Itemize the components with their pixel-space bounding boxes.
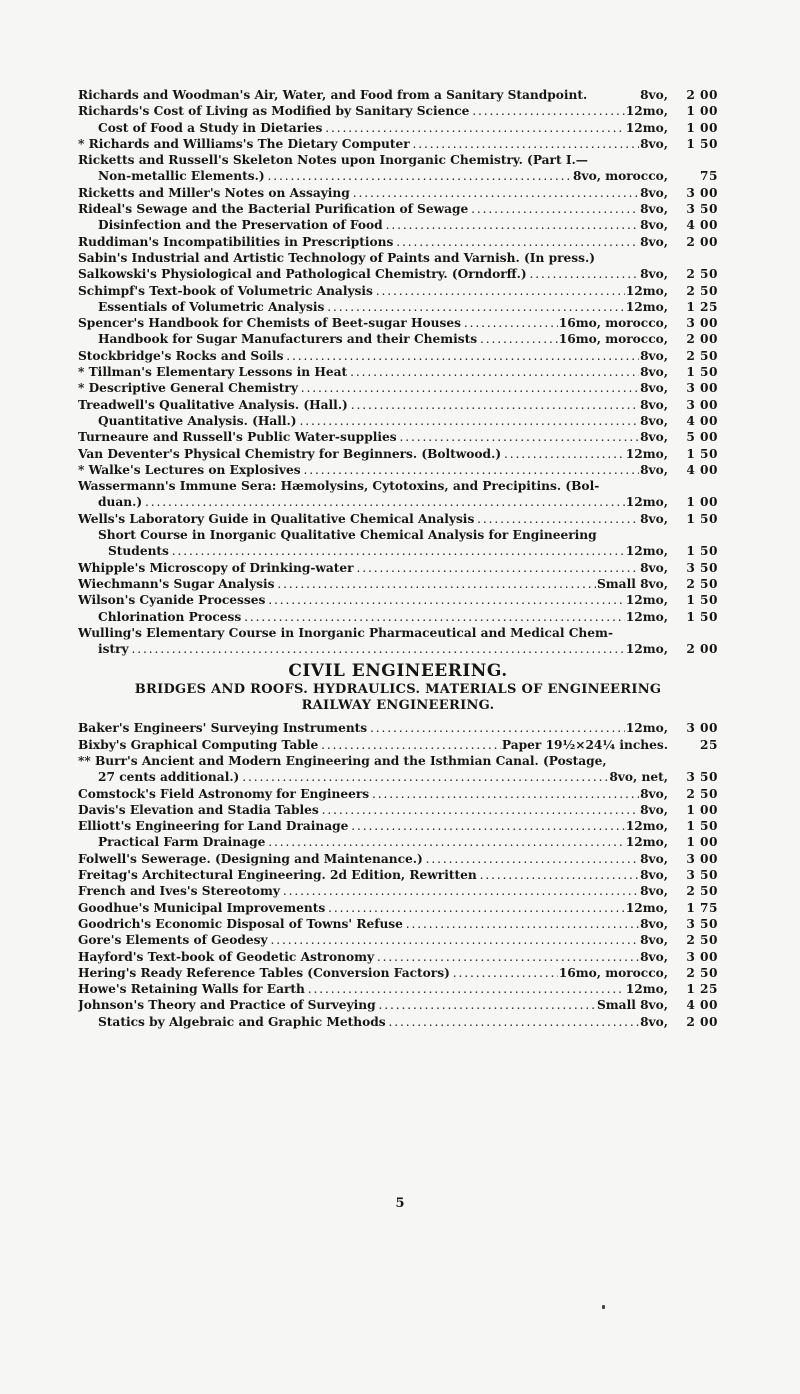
entry-format: 8vo,	[640, 868, 668, 883]
entry-title-with-leader	[78, 786, 639, 802]
entry-format: 12mo,	[625, 283, 668, 298]
entry-format: 8vo,	[640, 916, 668, 931]
entry-title-with-leader	[78, 625, 667, 641]
entry-price: 1 75	[686, 900, 718, 915]
entry-price: 1 00	[686, 104, 718, 119]
entry-title: Hering's Ready Reference Tables (Conversion Factors)	[78, 965, 450, 980]
catalog-entry	[78, 576, 718, 592]
entry-title-with-leader	[78, 136, 639, 152]
entry-price: 25	[700, 737, 718, 752]
entry-title-with-leader	[78, 609, 625, 625]
catalog-entry	[78, 900, 718, 916]
catalog-entry	[78, 120, 718, 136]
entry-title: Ruddiman's Incompatibilities in Prescriptions	[78, 234, 394, 249]
catalog-entry	[78, 802, 718, 818]
entry-price: 5 00	[686, 430, 718, 445]
entry-format: 8vo,	[640, 851, 668, 866]
catalog-entry	[78, 543, 718, 559]
entry-format: 8vo,	[640, 202, 668, 217]
entry-price: 2 00	[686, 642, 718, 657]
catalog-entry	[78, 87, 718, 103]
entry-title: * Descriptive General Chemistry	[78, 381, 298, 396]
entry-title: Folwell's Sewerage. (Designing and Maintenance.)	[78, 851, 423, 866]
entry-format: 8vo,	[640, 381, 668, 396]
entry-price: 1 50	[686, 446, 718, 461]
entry-title-with-leader	[78, 250, 667, 266]
entry-title-with-leader	[78, 851, 639, 867]
entry-title: Statics by Algebraic and Graphic Methods	[98, 1014, 386, 1029]
catalog-entry	[78, 217, 718, 233]
stray-mark	[602, 1305, 605, 1309]
entry-price: 1 00	[686, 495, 718, 510]
entry-title: * Walke's Lectures on Explosives	[78, 462, 301, 477]
entry-title: Wulling's Elementary Course in Inorganic Pharmaceutical and Medical Chem-	[78, 625, 614, 640]
entry-format: 12mo,	[625, 900, 668, 915]
entry-title: Goodhue's Municipal Improvements	[78, 900, 326, 915]
catalog-entry	[78, 641, 718, 657]
catalog-entry	[78, 185, 718, 201]
entry-title: * Tillman's Elementary Lessons in Heat	[78, 365, 348, 380]
entry-format: 12mo,	[625, 721, 668, 736]
entry-title: Chlorination Process	[98, 609, 242, 624]
entry-price: 2 00	[686, 1014, 718, 1029]
entry-title: Non-metallic Elements.)	[98, 169, 265, 184]
entry-title: Richards's Cost of Living as Modified by Sanitary Science	[78, 104, 470, 119]
entry-price: 4 00	[686, 413, 718, 428]
entry-format: 8vo,	[640, 786, 668, 801]
entry-title-with-leader	[78, 802, 639, 818]
chemistry-entries-list	[78, 87, 718, 657]
entry-format: 12mo,	[625, 593, 668, 608]
catalog-entry	[78, 234, 718, 250]
entry-title-with-leader	[78, 560, 639, 576]
catalog-entry	[78, 981, 718, 997]
entry-title-with-leader	[78, 103, 625, 119]
entry-price: 2 50	[686, 348, 718, 363]
entry-title-with-leader	[78, 185, 639, 201]
catalog-entry	[78, 266, 718, 282]
entry-title-with-leader	[78, 429, 639, 445]
entry-format: 12mo,	[625, 104, 668, 119]
entry-price: 3 00	[686, 721, 718, 736]
entry-format: 16mo, morocco,	[558, 332, 668, 347]
entry-title-with-leader	[78, 331, 558, 347]
entry-format: 8vo,	[640, 348, 668, 363]
catalog-entry	[78, 348, 718, 364]
entry-format: 12mo,	[625, 446, 668, 461]
entry-title: Spencer's Handbook for Chemists of Beet-sugar Houses	[78, 316, 462, 331]
catalog-entry	[78, 769, 718, 785]
entry-title: Ricketts and Russell's Skeleton Notes upon Inorganic Chemistry. (Part I.—	[78, 153, 588, 168]
entry-format: 8vo,	[640, 511, 668, 526]
entry-title: Rideal's Sewage and the Bacterial Purification of Sewage	[78, 202, 469, 217]
entry-title: Baker's Engineers' Surveying Instruments	[78, 721, 368, 736]
entry-title-with-leader	[78, 168, 572, 184]
catalog-entry	[78, 380, 718, 396]
entry-title-with-leader	[78, 932, 639, 948]
entry-price: 2 50	[686, 965, 718, 980]
entry-title-with-leader	[78, 266, 639, 282]
entry-price: 3 50	[686, 770, 718, 785]
entry-title-with-leader	[78, 283, 625, 299]
entry-title-with-leader	[78, 900, 625, 916]
catalog-entry	[78, 965, 718, 981]
entry-title-with-leader	[78, 315, 558, 331]
entry-title: * Richards and Williams's The Dietary Computer	[78, 136, 410, 151]
entry-title-with-leader	[78, 87, 639, 103]
entry-title: Wassermann's Immune Sera: Hæmolysins, Cytotoxins, and Precipitins. (Bol-	[78, 479, 600, 494]
entry-title-with-leader	[78, 478, 667, 494]
entry-format: 8vo,	[640, 933, 668, 948]
entry-format: 12mo,	[625, 642, 668, 657]
section-subtitle-line1: BRIDGES AND ROOFS. HYDRAULICS. MATERIALS OF ENGINEERING	[134, 682, 662, 698]
catalog-entry	[78, 201, 718, 217]
entry-title: Essentials of Volumetric Analysis	[98, 299, 325, 314]
entry-title-with-leader	[78, 769, 608, 785]
entry-price: 1 50	[686, 544, 718, 559]
catalog-entry	[78, 737, 718, 753]
entry-title-with-leader	[78, 299, 625, 315]
entry-format: 12mo,	[625, 299, 668, 314]
entry-title: Practical Farm Drainage	[98, 835, 266, 850]
catalog-entry	[78, 916, 718, 932]
entry-title-with-leader	[78, 543, 625, 559]
catalog-entry	[78, 136, 718, 152]
entry-title-with-leader	[78, 364, 639, 380]
entry-title: Salkowski's Physiological and Pathological Chemistry. (Orndorff.)	[78, 267, 527, 282]
entry-format: 8vo, net,	[609, 770, 668, 785]
catalog-entry	[78, 315, 718, 331]
entry-title-with-leader	[78, 397, 639, 413]
entry-price: 75	[700, 169, 718, 184]
entry-title-with-leader	[78, 511, 639, 527]
entry-title: ** Burr's Ancient and Modern Engineering and the Isthmian Canal. (Postage,	[78, 753, 607, 768]
entry-format: 12mo,	[625, 819, 668, 834]
entry-title: Van Deventer's Physical Chemistry for Beginners. (Boltwood.)	[78, 446, 502, 461]
entry-title: Elliott's Engineering for Land Drainage	[78, 819, 349, 834]
entry-price: 1 50	[686, 136, 718, 151]
entry-title-with-leader	[78, 413, 639, 429]
entry-title-with-leader	[78, 720, 625, 736]
catalog-entry	[78, 786, 718, 802]
catalog-entry	[78, 720, 718, 736]
section-subtitle-line2: RAILWAY ENGINEERING.	[301, 698, 495, 714]
entry-title-with-leader	[78, 867, 639, 883]
catalog-entry	[78, 592, 718, 608]
catalog-entry	[78, 494, 718, 510]
entry-format: 8vo,	[640, 88, 668, 102]
entry-title-with-leader	[78, 965, 558, 981]
entry-title-with-leader	[78, 217, 639, 233]
entry-title: Johnson's Theory and Practice of Surveying	[78, 998, 376, 1013]
entry-format: 8vo,	[640, 218, 668, 233]
entry-title-with-leader	[78, 883, 639, 899]
entry-format: 12mo,	[625, 120, 668, 135]
catalog-entry	[78, 478, 718, 494]
catalog-entry	[78, 413, 718, 429]
catalog-entry	[78, 834, 718, 850]
catalog-entry	[78, 331, 718, 347]
catalog-entry	[78, 609, 718, 625]
entry-title-with-leader	[78, 916, 639, 932]
entry-title: Cost of Food a Study in Dietaries	[98, 120, 323, 135]
entry-title: Disinfection and the Preservation of Food	[98, 218, 383, 233]
entry-price: 1 25	[686, 982, 718, 997]
entry-price: 1 50	[686, 365, 718, 380]
entry-title: Short Course in Inorganic Qualitative Chemical Analysis for Engineering	[98, 528, 597, 543]
entry-price: 3 00	[686, 381, 718, 396]
entry-price: 3 00	[686, 851, 718, 866]
entry-format: 8vo,	[640, 397, 668, 412]
entry-title-with-leader	[78, 446, 625, 462]
entry-price: 2 50	[686, 576, 718, 591]
catalog-entry	[78, 429, 718, 445]
entry-format: Paper 19½×24¼ inches.	[501, 737, 668, 752]
catalog-entry	[78, 283, 718, 299]
entry-price: 2 00	[686, 88, 718, 102]
entry-title-with-leader	[78, 120, 625, 136]
entry-format: 16mo, morocco,	[558, 316, 668, 331]
entry-title: Wiechmann's Sugar Analysis	[78, 576, 275, 591]
entry-title-with-leader	[78, 834, 625, 850]
entry-title-with-leader	[78, 576, 596, 592]
entry-price: 2 50	[686, 786, 718, 801]
entry-format: 8vo,	[640, 267, 668, 282]
catalog-entry	[78, 997, 718, 1013]
entry-title: Turneaure and Russell's Public Water-supplies	[78, 430, 397, 445]
catalog-entry	[78, 299, 718, 315]
catalog-entry	[78, 625, 718, 641]
entry-title: Handbook for Sugar Manufacturers and their Chemists	[98, 332, 478, 347]
entry-price: 3 00	[686, 949, 718, 964]
entry-title: duan.)	[98, 495, 143, 510]
entry-price: 2 00	[686, 332, 718, 347]
entry-title: Quantitative Analysis. (Hall.)	[98, 413, 297, 428]
page-number: 5	[395, 1196, 405, 1211]
entry-title: Richards and Woodman's Air, Water, and Food from a Sanitary Standpoint.	[78, 88, 588, 102]
catalog-entry	[78, 168, 718, 184]
entry-format: 8vo,	[640, 1014, 668, 1029]
entry-title-with-leader	[78, 981, 625, 997]
entry-price: 3 50	[686, 868, 718, 883]
catalog-entry	[78, 364, 718, 380]
entry-title: Goodrich's Economic Disposal of Towns' Refuse	[78, 916, 403, 931]
entry-title: Whipple's Microscopy of Drinking-water	[78, 560, 354, 575]
entry-format: 16mo, morocco,	[558, 965, 668, 980]
entry-format: 8vo,	[640, 560, 668, 575]
entry-price: 2 50	[686, 884, 718, 899]
entry-price: 2 50	[686, 283, 718, 298]
entry-price: 3 50	[686, 916, 718, 931]
entry-price: 3 50	[686, 202, 718, 217]
entry-price: 4 00	[686, 218, 718, 233]
section-title: CIVIL ENGINEERING.	[288, 661, 508, 682]
entry-format: 8vo,	[640, 462, 668, 477]
entry-title: Sabin's Industrial and Artistic Technology of Paints and Varnish. (In press.)	[78, 250, 595, 265]
entry-title: Stockbridge's Rocks and Soils	[78, 348, 284, 363]
entry-price: 1 00	[686, 120, 718, 135]
entry-price: 3 00	[686, 316, 718, 331]
entry-price: 1 50	[686, 511, 718, 526]
entry-title-with-leader	[78, 201, 639, 217]
entry-price: 1 50	[686, 819, 718, 834]
entry-title: Ricketts and Miller's Notes on Assaying	[78, 185, 350, 200]
entry-title-with-leader	[78, 818, 625, 834]
entry-format: 12mo,	[625, 835, 668, 850]
entry-price: 4 00	[686, 998, 718, 1013]
entry-format: 8vo, morocco,	[573, 169, 668, 184]
entry-title-with-leader	[78, 494, 625, 510]
entry-price: 2 50	[686, 933, 718, 948]
entry-format: 8vo,	[640, 185, 668, 200]
catalog-entry	[78, 250, 718, 266]
catalog-entry	[78, 753, 718, 769]
entry-format: 8vo,	[640, 234, 668, 249]
entry-title: Freitag's Architectural Engineering. 2d Edition, Rewritten	[78, 868, 477, 883]
entry-title-with-leader	[78, 380, 639, 396]
entry-title-with-leader	[78, 152, 667, 168]
entry-title-with-leader	[78, 997, 596, 1013]
entry-title: Comstock's Field Astronomy for Engineers	[78, 786, 370, 801]
catalog-content	[78, 87, 718, 1030]
entry-title: Wells's Laboratory Guide in Qualitative Chemical Analysis	[78, 511, 475, 526]
catalog-entry	[78, 560, 718, 576]
entry-format: 12mo,	[625, 544, 668, 559]
entry-title: Wilson's Cyanide Processes	[78, 593, 266, 608]
catalog-entry	[78, 152, 718, 168]
catalog-entry	[78, 867, 718, 883]
entry-title: Students	[108, 544, 169, 559]
entry-title: Howe's Retaining Walls for Earth	[78, 982, 305, 997]
entry-title: French and Ives's Stereotomy	[78, 884, 280, 899]
entry-price: 1 25	[686, 299, 718, 314]
catalog-entry	[78, 103, 718, 119]
entry-title-with-leader	[78, 527, 667, 543]
entry-format: 8vo,	[640, 136, 668, 151]
entry-price: 2 00	[686, 234, 718, 249]
entry-price: 2 50	[686, 267, 718, 282]
entry-price: 1 50	[686, 609, 718, 624]
entry-price: 3 00	[686, 185, 718, 200]
catalog-entry	[78, 511, 718, 527]
entry-format: 8vo,	[640, 949, 668, 964]
catalog-entry	[78, 851, 718, 867]
entry-title: Bixby's Graphical Computing Table	[78, 737, 319, 752]
entry-price: 3 50	[686, 560, 718, 575]
entry-price: 1 00	[686, 835, 718, 850]
catalog-entry	[78, 527, 718, 543]
entry-title-with-leader	[78, 737, 501, 753]
catalog-entry	[78, 932, 718, 948]
entry-title-with-leader	[78, 234, 639, 250]
entry-title: istry	[98, 642, 129, 657]
entry-title: Schimpf's Text-book of Volumetric Analysis	[78, 283, 373, 298]
catalog-entry	[78, 883, 718, 899]
entry-price: 3 00	[686, 397, 718, 412]
entry-title-with-leader	[78, 1014, 639, 1030]
entry-title-with-leader	[78, 641, 625, 657]
entry-title: 27 cents additional.)	[98, 770, 240, 785]
entry-title: Treadwell's Qualitative Analysis. (Hall.)	[78, 397, 348, 412]
entry-format: Small 8vo,	[596, 998, 668, 1013]
entry-format: 8vo,	[640, 430, 668, 445]
civil-engineering-entries-list	[78, 720, 718, 1030]
entry-title-with-leader	[78, 753, 667, 769]
entry-title-with-leader	[78, 348, 639, 364]
entry-title-with-leader	[78, 592, 625, 608]
entry-title-with-leader	[78, 462, 639, 478]
catalog-entry	[78, 397, 718, 413]
catalog-entry	[78, 446, 718, 462]
catalog-entry	[78, 818, 718, 834]
entry-title-with-leader	[78, 949, 639, 965]
catalog-entry	[78, 949, 718, 965]
entry-price: 1 00	[686, 802, 718, 817]
entry-format: 8vo,	[640, 365, 668, 380]
entry-format: Small 8vo,	[596, 576, 668, 591]
entry-title: Hayford's Text-book of Geodetic Astronomy	[78, 949, 375, 964]
entry-format: 8vo,	[640, 884, 668, 899]
entry-format: 12mo,	[625, 982, 668, 997]
catalog-entry	[78, 462, 718, 478]
entry-title: Gore's Elements of Geodesy	[78, 933, 268, 948]
entry-title: Davis's Elevation and Stadia Tables	[78, 802, 319, 817]
entry-format: 8vo,	[640, 802, 668, 817]
entry-format: 8vo,	[640, 413, 668, 428]
entry-price: 1 50	[686, 593, 718, 608]
entry-format: 12mo,	[625, 495, 668, 510]
catalog-entry	[78, 1014, 718, 1030]
entry-format: 12mo,	[625, 609, 668, 624]
entry-price: 4 00	[686, 462, 718, 477]
